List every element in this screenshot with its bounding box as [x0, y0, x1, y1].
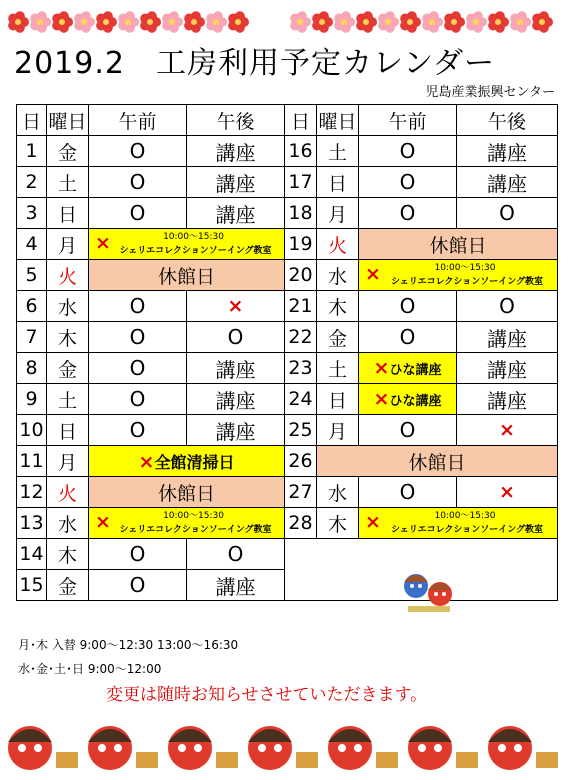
- circle-mark: 講座: [487, 171, 527, 196]
- hours-note-mon-thu: 月･木 入替 9:00〜12:30 13:00〜16:30: [18, 638, 239, 652]
- hours-note-wed-sun: 水･金･土･日 9:00〜12:00: [18, 662, 162, 676]
- header-2: 午前: [359, 105, 457, 136]
- day-number: 18: [285, 198, 317, 229]
- circle-mark: O: [399, 201, 416, 225]
- circle-mark: O: [499, 294, 515, 318]
- weekday: 月: [317, 198, 359, 229]
- weekday: 火: [47, 260, 89, 291]
- slot-lecture: [187, 136, 285, 167]
- event-name: シェリエコレクションソーイング教室: [119, 246, 272, 256]
- circle-mark: 講座: [215, 357, 256, 382]
- day-number: 11: [17, 446, 47, 477]
- header-3: 午後: [187, 105, 285, 136]
- circle-mark: 講座: [215, 171, 256, 196]
- weekday: 水: [47, 508, 89, 539]
- circle-mark: O: [129, 387, 146, 411]
- slot-available: [89, 539, 187, 570]
- header-0: 日: [285, 105, 317, 136]
- page-title: 2019.2 工房利用予定カレンダー: [14, 46, 496, 81]
- slot-lecture: [457, 384, 558, 415]
- weekday: 土: [317, 136, 359, 167]
- circle-mark: 講座: [487, 140, 527, 165]
- cross-mark: ×: [365, 263, 381, 285]
- circle-mark: O: [129, 170, 146, 194]
- weekday: 日: [317, 384, 359, 415]
- day-number: 9: [17, 384, 47, 415]
- day-number: 17: [285, 167, 317, 198]
- slot-lecture: [187, 198, 285, 229]
- day-number: 25: [285, 415, 317, 446]
- circle-mark: O: [399, 139, 416, 163]
- slot-lecture: [457, 322, 558, 353]
- slot-unavailable: [457, 415, 558, 446]
- slot-available: [187, 539, 285, 570]
- calendar-row: [17, 353, 558, 384]
- slot-available: [89, 384, 187, 415]
- calendar-row: [17, 136, 558, 167]
- closed-day: 休館日: [317, 446, 558, 477]
- event-name: シェリエコレクションソーイング教室: [119, 525, 272, 535]
- weekday: 月: [47, 229, 89, 260]
- event-time: 10:00〜15:30: [434, 511, 496, 521]
- allday-event: [89, 446, 285, 477]
- slot-available: [359, 415, 457, 446]
- slot-available: [187, 322, 285, 353]
- cross-mark: ×: [365, 511, 381, 533]
- weekday: 水: [317, 260, 359, 291]
- weekday: 日: [47, 198, 89, 229]
- weekday: 日: [317, 167, 359, 198]
- slot-available: [359, 322, 457, 353]
- weekday: 火: [317, 229, 359, 260]
- day-number: 24: [285, 384, 317, 415]
- circle-mark: O: [227, 325, 244, 349]
- organization-name: 児島産業振興センター: [425, 85, 555, 100]
- slot-lecture: [457, 136, 558, 167]
- weekday: 土: [317, 353, 359, 384]
- calendar-row: [17, 539, 558, 570]
- day-number: 15: [17, 570, 47, 601]
- cross-mark: ×: [95, 232, 111, 254]
- header-3: 午後: [457, 105, 558, 136]
- slot-lecture: [187, 353, 285, 384]
- circle-mark: 講座: [487, 388, 527, 413]
- circle-mark: O: [399, 170, 416, 194]
- day-number: 26: [285, 446, 317, 477]
- slot-lecture: [457, 353, 558, 384]
- slot-available: [457, 198, 558, 229]
- circle-mark: O: [129, 294, 146, 318]
- slot-available: [359, 167, 457, 198]
- event-time: 10:00〜15:30: [163, 232, 224, 242]
- circle-mark: O: [129, 573, 146, 597]
- weekday: 金: [317, 322, 359, 353]
- day-number: 12: [17, 477, 47, 508]
- slot-available: [89, 198, 187, 229]
- calendar-table: [16, 104, 558, 601]
- weekday: 月: [47, 446, 89, 477]
- slot-lecture: [187, 167, 285, 198]
- day-number: 22: [285, 322, 317, 353]
- weekday: 水: [317, 477, 359, 508]
- header-2: 午前: [89, 105, 187, 136]
- circle-mark: O: [129, 418, 146, 442]
- cross-mark: ×: [95, 511, 111, 533]
- closed-day: 休館日: [359, 229, 558, 260]
- circle-mark: 講座: [215, 202, 256, 227]
- oni-illustration: [398, 566, 458, 614]
- weekday: 木: [47, 539, 89, 570]
- event-cell: [359, 260, 558, 291]
- slot-available: [359, 198, 457, 229]
- day-number: 6: [17, 291, 47, 322]
- weekday: 金: [47, 136, 89, 167]
- circle-mark: O: [499, 201, 515, 225]
- circle-mark: O: [129, 542, 146, 566]
- circle-mark: O: [399, 480, 416, 504]
- slot-available: [89, 570, 187, 601]
- slot-available: [89, 415, 187, 446]
- calendar-row: [17, 322, 558, 353]
- calendar-row: [17, 415, 558, 446]
- circle-mark: O: [399, 325, 416, 349]
- day-number: 2: [17, 167, 47, 198]
- circle-mark: 講座: [215, 140, 256, 165]
- day-number: 13: [17, 508, 47, 539]
- calendar-row: [17, 167, 558, 198]
- slot-available: [89, 353, 187, 384]
- weekday: 土: [47, 167, 89, 198]
- circle-mark: 講座: [487, 326, 527, 351]
- circle-mark: O: [129, 325, 146, 349]
- plum-blossom-border: [0, 4, 571, 40]
- day-number: 5: [17, 260, 47, 291]
- circle-mark: 講座: [487, 357, 527, 382]
- calendar-row: [17, 384, 558, 415]
- day-number: 3: [17, 198, 47, 229]
- slot-unavailable: [457, 477, 558, 508]
- slot-available: [359, 291, 457, 322]
- circle-mark: O: [399, 294, 416, 318]
- event-time: 10:00〜15:30: [163, 511, 224, 521]
- hina-label: ひな講座: [389, 363, 442, 378]
- closed-day: 休館日: [89, 477, 285, 508]
- event-cell: [359, 508, 558, 539]
- calendar-row: [17, 477, 558, 508]
- slot-lecture: [187, 415, 285, 446]
- circle-mark: 講座: [215, 388, 256, 413]
- cross-mark: ×: [373, 388, 390, 410]
- slot-available: [359, 136, 457, 167]
- cross-mark: ×: [227, 295, 244, 317]
- circle-mark: O: [129, 356, 146, 380]
- day-number: 16: [285, 136, 317, 167]
- slot-unavailable: [187, 291, 285, 322]
- day-number: 14: [17, 539, 47, 570]
- day-number: 8: [17, 353, 47, 384]
- header-1: 曜日: [317, 105, 359, 136]
- event-cell: [89, 229, 285, 260]
- calendar-row: [17, 291, 558, 322]
- event-name: シェリエコレクションソーイング教室: [390, 525, 544, 535]
- weekday: 木: [47, 322, 89, 353]
- calendar-row: [17, 508, 558, 539]
- weekday: 月: [317, 415, 359, 446]
- allday-label: 全館清掃日: [154, 452, 235, 472]
- hina-lecture: [359, 353, 457, 384]
- circle-mark: O: [227, 542, 244, 566]
- cross-mark: ×: [138, 450, 155, 473]
- weekday: 水: [47, 291, 89, 322]
- calendar-row: [17, 260, 558, 291]
- day-number: 1: [17, 136, 47, 167]
- event-time: 10:00〜15:30: [434, 263, 496, 273]
- header-row: [17, 105, 558, 136]
- slot-lecture: [187, 570, 285, 601]
- day-number: 27: [285, 477, 317, 508]
- weekday: 木: [317, 291, 359, 322]
- circle-mark: O: [399, 418, 416, 442]
- oni-border: [0, 712, 571, 780]
- event-cell: [89, 508, 285, 539]
- slot-lecture: [457, 167, 558, 198]
- slot-lecture: [187, 384, 285, 415]
- day-number: 20: [285, 260, 317, 291]
- slot-available: [89, 322, 187, 353]
- circle-mark: O: [129, 139, 146, 163]
- slot-available: [359, 477, 457, 508]
- slot-available: [89, 136, 187, 167]
- day-number: 7: [17, 322, 47, 353]
- cross-mark: ×: [499, 419, 515, 441]
- weekday: 日: [47, 415, 89, 446]
- hina-lecture: [359, 384, 457, 415]
- day-number: 23: [285, 353, 317, 384]
- circle-mark: 講座: [215, 419, 256, 444]
- day-number: 4: [17, 229, 47, 260]
- header-0: 日: [17, 105, 47, 136]
- weekday: 火: [47, 477, 89, 508]
- day-number: 28: [285, 508, 317, 539]
- weekday: 土: [47, 384, 89, 415]
- header-1: 曜日: [47, 105, 89, 136]
- weekday: 金: [47, 353, 89, 384]
- slot-available: [457, 291, 558, 322]
- circle-mark: O: [129, 201, 146, 225]
- event-name: シェリエコレクションソーイング教室: [390, 277, 544, 287]
- slot-available: [89, 291, 187, 322]
- day-number: 19: [285, 229, 317, 260]
- change-notice: 変更は随時お知らせさせていただきます。: [106, 685, 428, 705]
- calendar-row: [17, 446, 558, 477]
- hina-label: ひな講座: [389, 394, 442, 409]
- calendar-row: [17, 198, 558, 229]
- day-number: 10: [17, 415, 47, 446]
- circle-mark: 講座: [215, 574, 256, 599]
- closed-day: 休館日: [89, 260, 285, 291]
- cross-mark: ×: [499, 481, 515, 503]
- weekday: 金: [47, 570, 89, 601]
- cross-mark: ×: [373, 357, 390, 379]
- day-number: 21: [285, 291, 317, 322]
- calendar-row: [17, 229, 558, 260]
- slot-available: [89, 167, 187, 198]
- weekday: 木: [317, 508, 359, 539]
